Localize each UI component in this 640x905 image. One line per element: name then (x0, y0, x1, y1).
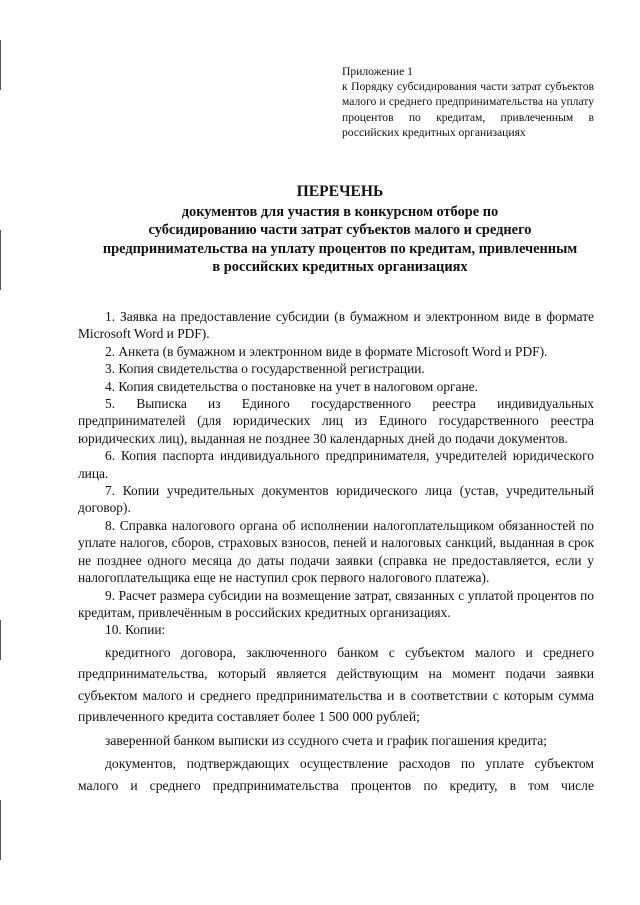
list-item: 4. Копия свидетельства о постановке на учет в налоговом органе. (105, 378, 478, 394)
list-item: 5. Выписка из Единого государственного реестра индивидуальных предпринимателей (для юридических лиц из Единого государственного реестра юридических лиц), выданная не позднее 30 календарных дней до подачи документов. (78, 396, 594, 446)
scan-edge-mark (0, 620, 1, 660)
scan-edge-mark (0, 40, 1, 90)
scan-edge-mark (0, 230, 1, 290)
list-item: 10. Копии: (105, 622, 166, 638)
document-list (78, 308, 594, 796)
sub-item: документов, подтверждающих осуществление расходов по уплате субъектом малого и среднего предпринимательства процентов по кредиту, в том числе (78, 756, 594, 793)
annex-text: к Порядку субсидирования части затрат субъектов малого и среднего предпринимательства на уплату процентов по кредитам, привлеченным в российских кредитных организациях (342, 80, 594, 139)
annex-heading: Приложение 1 (342, 65, 413, 78)
list-item: 7. Копии учредительных документов юридического лица (устав, учредительный договор). (78, 483, 594, 516)
title-line: документов для участия в конкурсном отборе по (181, 203, 499, 220)
sub-item: кредитного договора, заключенного банком с субъектом малого и среднего предпринимательства, который является действующим на момент подачи заявки субъектом малого и среднего предпринимательства и в соответствии с которым сумма привлеченного кредита составляет более 1 500 000 рублей; (78, 644, 594, 725)
list-item: 6. Копия паспорта индивидуального предпринимателя, учредителей юридического лица. (78, 448, 594, 481)
document-title (40, 183, 640, 277)
title-main: ПЕРЕЧЕНЬ (296, 183, 384, 200)
list-item: 2. Анкета (в бумажном и электронном виде в формате Microsoft Word и PDF). (105, 343, 548, 359)
title-line: субсидированию части затрат субъектов малого и среднего (148, 222, 532, 239)
title-line: предпринимательства на уплату процентов по кредитам, привлеченным (102, 240, 578, 257)
title-line: в российских кредитных организациях (212, 259, 468, 276)
annex-block (342, 64, 594, 140)
sub-item: заверенной банком выписки из ссудного счета и график погашения кредита; (105, 732, 548, 748)
list-item: 1. Заявка на предоставление субсидии (в бумажном и электронном виде в формате Microsoft Word и PDF). (78, 309, 594, 342)
list-item: 9. Расчет размера субсидии на возмещение затрат, связанных с уплатой процентов по кредитам, привлечённым в российских кредитных организациях. (78, 587, 594, 620)
scan-edge-mark (0, 800, 1, 860)
list-item: 8. Справка налогового органа об исполнении налогоплательщиком обязанностей по уплате налогов, сборов, страховых взносов, пеней и налоговых санкций, выданная в срок не позднее одного месяца до даты подачи заявки (справка не предоставляется, если у налогоплательщика еще не наступил срок первого налогового платежа). (78, 517, 594, 586)
list-item: 3. Копия свидетельства о государственной регистрации. (105, 361, 425, 377)
